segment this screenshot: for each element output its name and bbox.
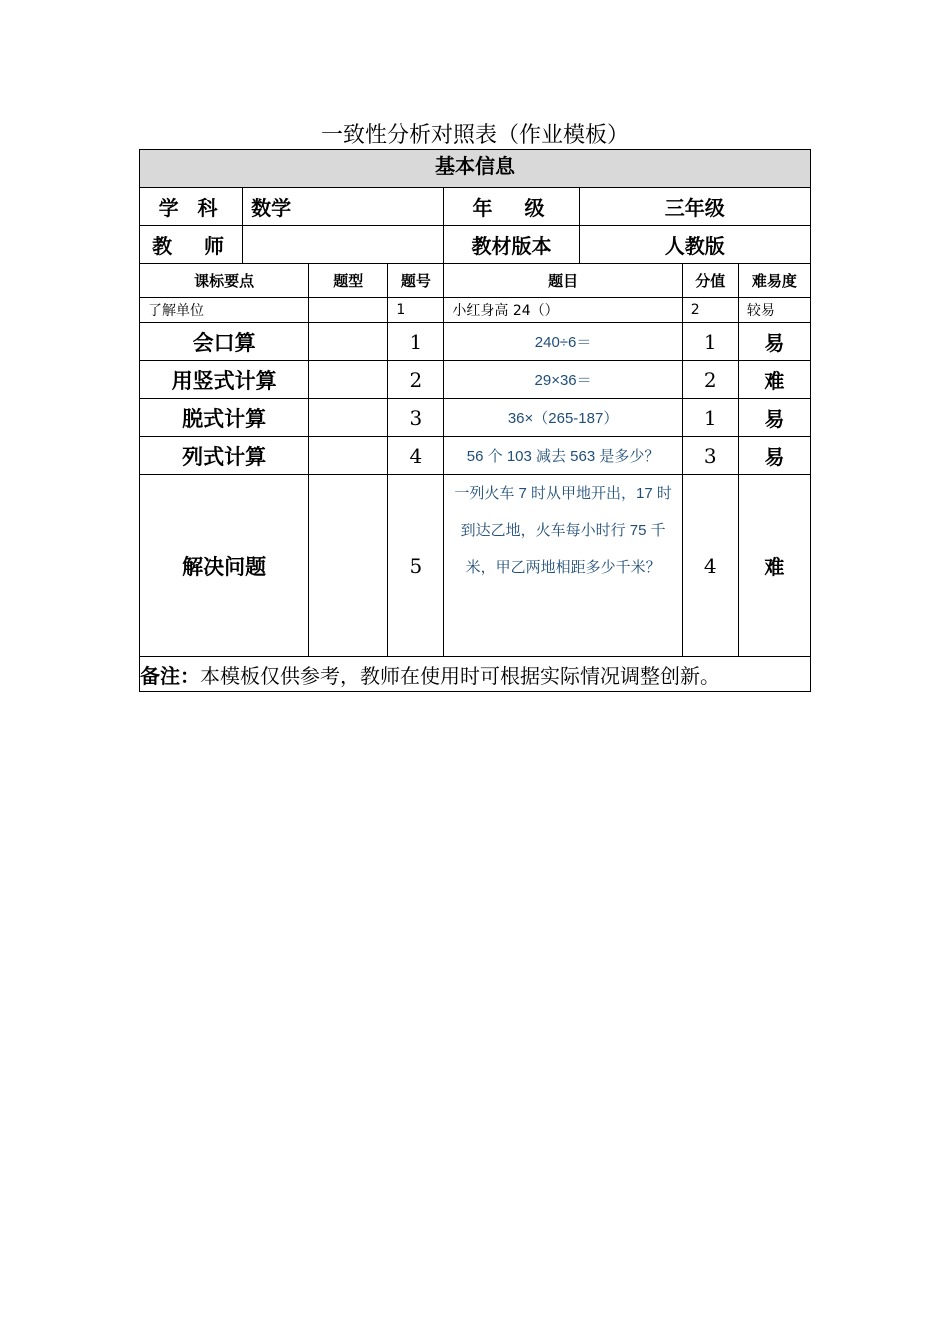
table-row <box>140 475 811 657</box>
row-number: 3 <box>388 399 444 437</box>
row-topic: 会口算 <box>140 323 309 361</box>
textbook-value: 人教版 <box>579 226 810 264</box>
col-header-difficulty: 难易度 <box>738 264 810 298</box>
row-score: 4 <box>682 475 738 657</box>
row-type <box>309 399 388 437</box>
teacher-label: 教 师 <box>140 226 243 264</box>
row-topic: 解决问题 <box>140 475 309 657</box>
section-title: 基本信息 <box>140 150 811 188</box>
row-type <box>309 475 388 657</box>
row-score: 1 <box>682 399 738 437</box>
row-topic: 脱式计算 <box>140 399 309 437</box>
row-topic: 列式计算 <box>140 437 309 475</box>
table-row <box>140 298 811 323</box>
row-number: 2 <box>388 361 444 399</box>
column-header-row <box>140 264 811 298</box>
row-type <box>309 323 388 361</box>
row-score: 1 <box>682 323 738 361</box>
section-header-row <box>140 150 811 188</box>
row-difficulty: 较易 <box>738 298 810 323</box>
row-difficulty: 易 <box>738 399 810 437</box>
note-cell <box>140 657 811 692</box>
table-row <box>140 399 811 437</box>
row-question: 240÷6＝ <box>444 323 682 361</box>
col-header-score: 分值 <box>682 264 738 298</box>
teacher-value <box>243 226 444 264</box>
grade-label: 年 级 <box>444 188 579 226</box>
subject-label: 学 科 <box>140 188 243 226</box>
row-topic: 了解单位 <box>140 298 309 323</box>
grade-value: 三年级 <box>579 188 810 226</box>
row-score: 2 <box>682 298 738 323</box>
row-question: 56 个 103 减去 563 是多少？ <box>444 437 682 475</box>
row-number: 1 <box>388 323 444 361</box>
row-number: 1 <box>388 298 444 323</box>
row-type <box>309 437 388 475</box>
table-row <box>140 361 811 399</box>
table-row <box>140 437 811 475</box>
note-text: 本模板仅供参考，教师在使用时可根据实际情况调整创新。 <box>200 663 720 688</box>
col-header-type: 题型 <box>309 264 388 298</box>
note-row <box>140 657 811 692</box>
col-header-topic: 课标要点 <box>140 264 309 298</box>
row-difficulty: 易 <box>738 323 810 361</box>
textbook-label: 教材版本 <box>444 226 579 264</box>
row-question: 29×36＝ <box>444 361 682 399</box>
row-score: 2 <box>682 361 738 399</box>
info-row-subject <box>140 188 811 226</box>
document-title: 一致性分析对照表（作业模板） <box>320 123 629 148</box>
row-type <box>309 361 388 399</box>
row-question: 一列火车 7 时从甲地开出，17 时到达乙地，火车每小时行 75 千米，甲乙两地相距多少千米？ <box>444 475 682 657</box>
row-score: 3 <box>682 437 738 475</box>
row-number: 4 <box>388 437 444 475</box>
row-difficulty: 难 <box>738 475 810 657</box>
table-row <box>140 323 811 361</box>
row-question: 小红身高 24（） <box>444 298 682 323</box>
analysis-table <box>139 149 811 692</box>
note-label: 备注： <box>140 663 200 688</box>
row-topic: 用竖式计算 <box>140 361 309 399</box>
col-header-number: 题号 <box>388 264 444 298</box>
col-header-question: 题目 <box>444 264 682 298</box>
row-type <box>309 298 388 323</box>
row-question: 36×（265-187） <box>444 399 682 437</box>
row-difficulty: 易 <box>738 437 810 475</box>
row-number: 5 <box>388 475 444 657</box>
row-difficulty: 难 <box>738 361 810 399</box>
subject-value: 数学 <box>243 188 444 226</box>
info-row-teacher <box>140 226 811 264</box>
